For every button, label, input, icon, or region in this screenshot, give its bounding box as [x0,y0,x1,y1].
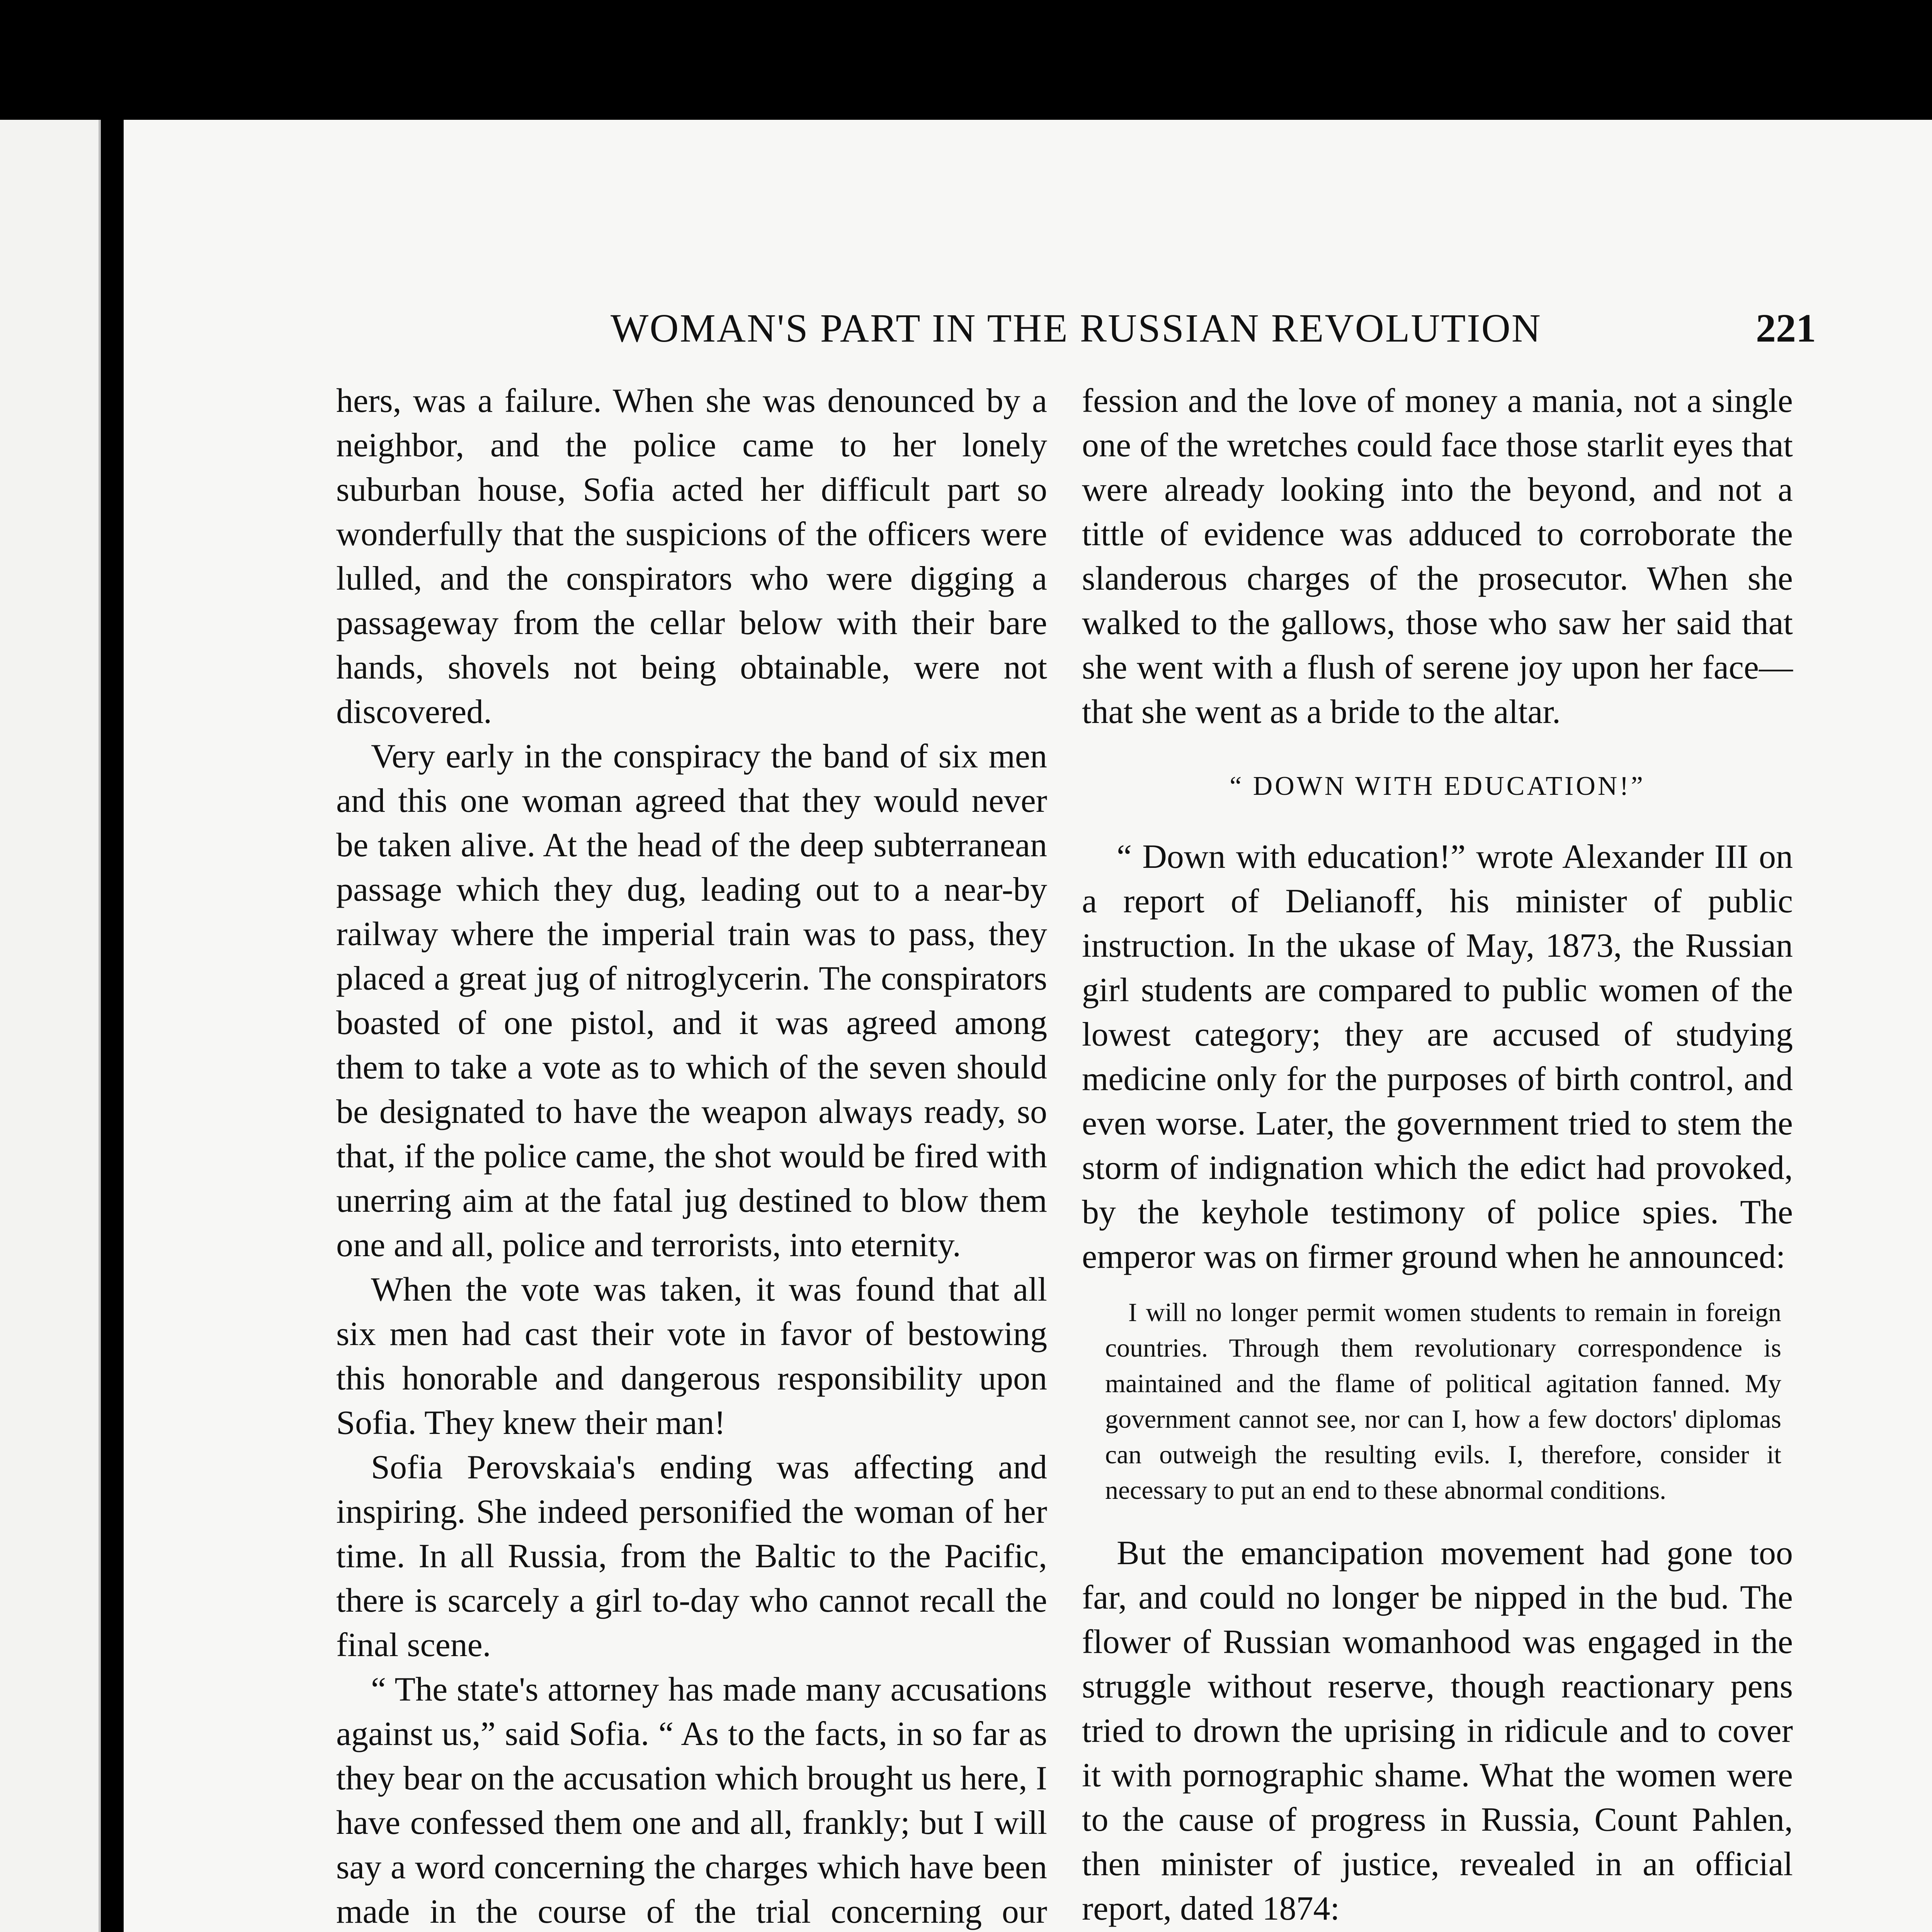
paragraph: When the vote was taken, it was found that all six men had cast their vote in favor of bestowing this honorable and dangerous responsibility upon Sofia. They knew their man! [336,1271,1047,1442]
block-quote: I will no longer permit women students to remain in foreign countries. Through them revolutionary correspondence is maintained and the flame of political agitation fanned. My government cannot see, nor can I, how a few doctors' diplomas can outweigh the resulting evils. I, therefore, consider it necessary to put an end to these abnormal conditions. [1105,1298,1781,1505]
running-header-title: WOMAN'S PART IN THE RUSSIAN REVOLUTION [611,306,1542,350]
paragraph: fession and the love of money a mania, not a single one of the wretches could face those starlit eyes that were already looking into the beyond, and not a tittle of evidence was adduced to corroborate the slanderous charges of the prosecutor. When she walked to the gallows, those who saw her said that she went with a flush of serene joy upon her face—that she went as a bride to the altar. [1082,382,1793,731]
paragraph: “ Down with education!” wrote Alexander III on a report of Delianoff, his minister of public instruction. In the ukase of May, 1873, the Russian girl students are compared to public women of the lowest category; they are accused of studying medicine only for the purposes of birth control, and even worse. Later, the government tried to stem the storm of indignation which the edict had provoked, by the keyhole testimony of police spies. The emperor was on firmer ground when he announced: [1082,838,1793,1276]
section-heading: “ DOWN WITH EDUCATION!” [1230,771,1645,801]
paragraph: “ The state's attorney has made many accusations against us,” said Sofia. “ As to the facts, in so far as they bear on the accusation which brought us here, I have confessed them one and all, frankly; but I will say a word concerning the charges which have been made in the course of the trial concerning our [336,1671,1047,1930]
page-number: 221 [1756,306,1816,350]
facing-page-edge [0,120,101,1932]
paragraph: Very early in the conspiracy the band of six men and this one woman agreed that they would never be taken alive. At the head of the deep subterranean passage which they dug, leading out to a near-by railway where the imperial train was to pass, they placed a great jug of nitroglycerin. The conspirators boasted of one pistol, and it was agreed among them to take a vote as to which of the seven should be designated to have the weapon always ready, so that, if the police came, the shot would be fired with unerring aim at the fatal jug destined to blow them one and all, police and terrorists, into eternity. [336,738,1047,1264]
left-column [336,379,1047,1932]
paragraph: But the emancipation movement had gone too far, and could no longer be nipped in the bud. The flower of Russian womanhood was engaged in the struggle without reserve, though reactionary pens tried to drown the uprising in ridicule and to cover it with pornographic shame. What the women were to the cause of progress in Russia, Count Pahlen, then minister of justice, revealed in an official report, dated 1874: [1082,1534,1793,1927]
paragraph: hers, was a failure. When she was denounced by a neighbor, and the police came to her lonely suburban house, Sofia acted her difficult part so wonderfully that the suspicions of the officers were lulled, and the conspirators who were digging a passageway from the cellar below with their bare hands, shovels not being obtainable, were not discovered. [336,382,1047,731]
right-column [1082,379,1793,1932]
paragraph: Sofia Perovskaia's ending was affecting and inspiring. She indeed personified the woman of her time. In all Russia, from the Baltic to the Pacific, there is scarcely a girl to-day who cannot recall the final scene. [336,1449,1047,1664]
